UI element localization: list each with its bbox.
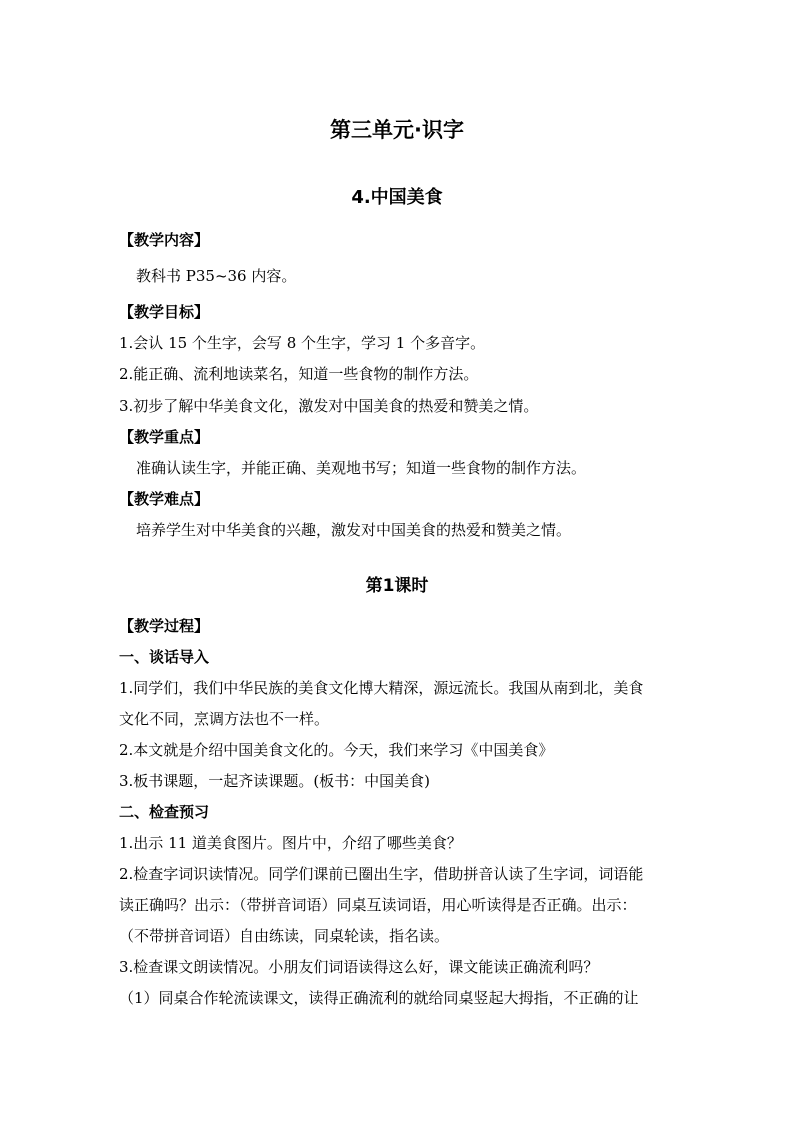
goals-heading: 【教学目标】 [119, 303, 210, 321]
key-heading: 【教学重点】 [119, 428, 210, 446]
paragraph-line: （1）同桌合作轮流读课文，读得正确流利的就给同桌竖起大拇指，不正确的让 [119, 989, 639, 1007]
difficulty-text: 培养学生对中华美食的兴趣，激发对中国美食的热爱和赞美之情。 [136, 521, 572, 539]
lesson-title: 4.中国美食 [351, 187, 443, 208]
content-text: 教科书 P35~36 内容。 [136, 267, 297, 285]
paragraph-line: 2.本文就是介绍中国美食文化的。今天，我们来学习《中国美食》 [119, 741, 554, 759]
goal-item: 2.能正确、流利地读菜名，知道一些食物的制作方法。 [119, 365, 479, 383]
paragraph-line: 3.检查课文朗读情况。小朋友们词语读得这么好，课文能读正确流利吗？ [119, 958, 599, 976]
paragraph-line: 1.出示 11 道美食图片。图片中，介绍了哪些美食？ [119, 834, 462, 852]
difficulty-heading: 【教学难点】 [119, 490, 210, 508]
period-title: 第1课时 [365, 576, 429, 596]
key-text: 准确认读生字，并能正确、美观地书写；知道一些食物的制作方法。 [136, 459, 587, 477]
paragraph-line: （不带拼音词语）自由练读，同桌轮读，指名读。 [119, 927, 450, 945]
paragraph-line: 3.板书课题，一起齐读课题。(板书：中国美食) [119, 772, 431, 790]
paragraph-line: 1.同学们，我们中华民族的美食文化博大精深，源远流长。我国从南到北，美食 [119, 679, 644, 697]
paragraph-line: 读正确吗？出示：（带拼音词语）同桌互读词语，用心听读得是否正确。出示： [119, 896, 637, 914]
paragraph-line: 文化不同，烹调方法也不一样。 [119, 710, 330, 728]
section2-heading: 二、检查预习 [119, 803, 210, 821]
unit-title: 第三单元·识字 [330, 118, 464, 142]
section1-heading: 一、谈话导入 [119, 648, 210, 666]
paragraph-line: 2.检查字词识读情况。同学们课前已圈出生字，借助拼音认读了生字词，词语能 [119, 865, 644, 883]
goal-item: 1.会认 15 个生字，会写 8 个生字，学习 1 个多音字。 [119, 334, 486, 352]
process-heading: 【教学过程】 [119, 617, 210, 635]
goal-item: 3.初步了解中华美食文化，激发对中国美食的热爱和赞美之情。 [119, 397, 539, 415]
content-heading: 【教学内容】 [119, 231, 210, 249]
